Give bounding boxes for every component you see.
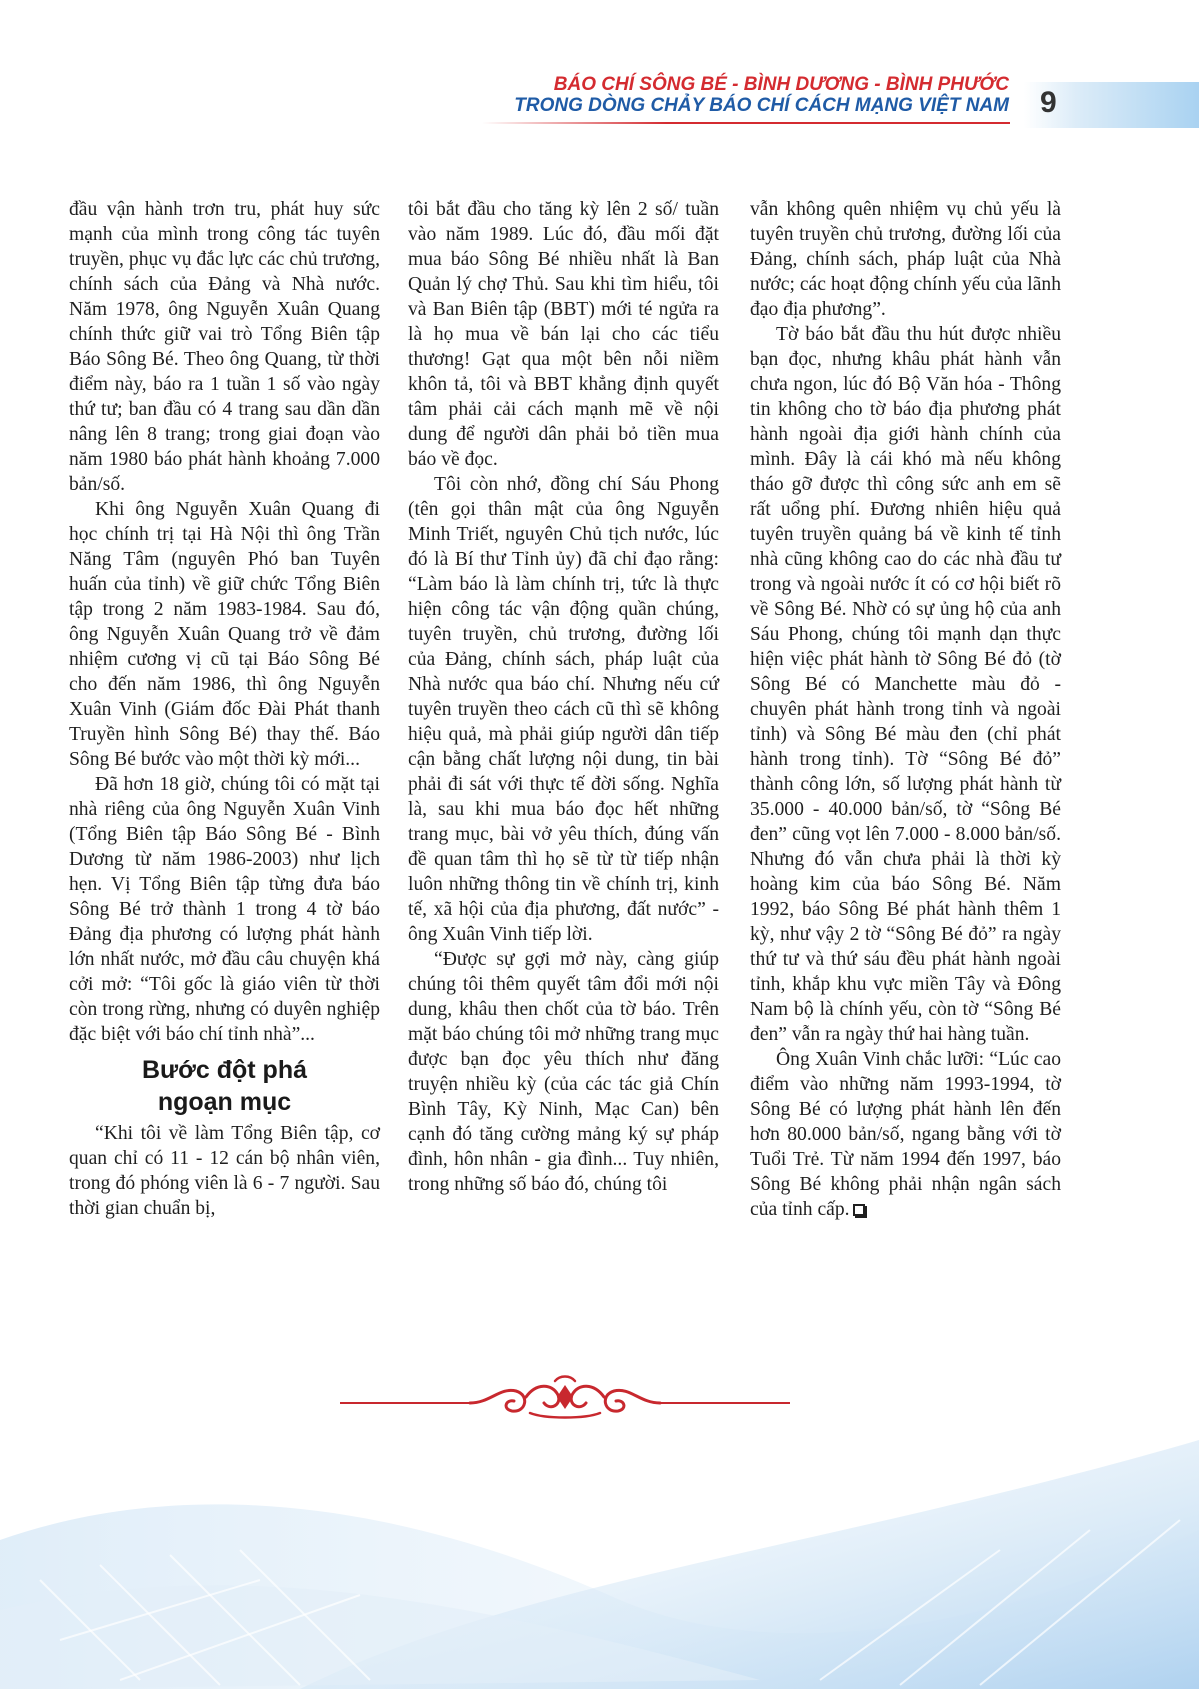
header-title-line2: TRONG DÒNG CHẢY BÁO CHÍ CÁCH MẠNG VIỆT NAM	[514, 95, 1009, 116]
header-rule	[482, 122, 1010, 124]
running-header	[514, 74, 1009, 116]
scroll-ornament-icon	[340, 1373, 790, 1427]
paragraph: tôi bắt đầu cho tăng kỳ lên 2 số/ tuần vào năm 1989. Lúc đó, đầu mối đặt mua báo Sông Bé nhiều nhất là Ban Quản lý chợ Thủ. Sau khi tìm hiểu, tôi và Ban Biên tập (BBT) mới té ngửa ra là họ mua về bán lại cho các tiểu thương! Gạt qua một bên nỗi niềm khôn tả, tôi và BBT khẳng định quyết tâm phải cải cách mạnh mẽ về nội dung để người dân phải bỏ tiền mua báo về đọc.	[408, 199, 719, 470]
paragraph: “Được sự gợi mở này, càng giúp chúng tôi thêm quyết tâm đổi mới nội dung, khâu then chốt của tờ báo. Trên mặt báo chúng tôi mở những trang mục được bạn đọc yêu thích như đăng truyện nhiều kỳ (của các tác giả Chín Bình Tây, Kỳ Ninh, Mạc Can) bên cạnh đó tăng cường mảng ký sự pháp đình, hôn nhân - gia đình... Tuy nhiên, trong những số báo đó, chúng tôi	[408, 949, 719, 1195]
end-mark-icon	[853, 1204, 865, 1216]
section-subheading	[69, 1054, 380, 1118]
paragraph: vẫn không quên nhiệm vụ chủ yếu là tuyên truyền chủ trương, đường lối của Đảng, chính sách, pháp luật của Nhà nước; các hoạt động chính yếu của lãnh đạo địa phương”.	[750, 199, 1061, 320]
article-column-1	[69, 197, 380, 1221]
subheading-line: Bước đột phá	[141, 1056, 308, 1084]
page-number: 9	[1040, 86, 1057, 119]
paragraph: Đã hơn 18 giờ, chúng tôi có mặt tại nhà riêng của ông Nguyễn Xuân Vinh (Tổng Biên tập Báo Sông Bé - Bình Dương từ năm 1986-2003) như lịch hẹn. Vị Tổng Biên tập từng đưa báo Sông Bé trở thành 1 trong 4 tờ báo Đảng địa phương có lượng phát hành lớn nhất nước, mở đầu câu chuyện khá cởi mở: “Tôi gốc là giáo viên từ thời còn trong rừng, nhưng có duyên nghiệp đặc biệt với báo chí tỉnh nhà”...	[69, 774, 380, 1045]
paragraph: Khi ông Nguyễn Xuân Quang đi học chính trị tại Hà Nội thì ông Trần Năng Tâm (nguyên Phó ban Tuyên huấn của tỉnh) về giữ chức Tổng Biên tập trong 2 năm 1983-1984. Sau đó, ông Nguyễn Xuân Quang trở về đảm nhiệm cương vị cũ tại Báo Sông Bé cho đến năm 1986, thì ông Nguyễn Xuân Vinh (Giám đốc Đài Phát thanh Truyền hình Sông Bé) thay thế. Báo Sông Bé bước vào một thời kỳ mới...	[69, 499, 380, 770]
paragraph-text: Ông Xuân Vinh chắc lưỡi: “Lúc cao điểm vào những năm 1993-1994, tờ Sông Bé có lượng phát hành lên đến hơn 80.000 bản/số, ngang bằng với tờ Tuổi Trẻ. Từ năm 1994 đến 1997, báo Sông Bé không phải nhận ngân sách của tỉnh cấp.	[750, 1049, 1061, 1220]
paragraph: đầu vận hành trơn tru, phát huy sức mạnh của mình trong công tác tuyên truyền, phục vụ đắc lực các chủ trương, chính sách của Đảng và Nhà nước. Năm 1978, ông Nguyễn Xuân Quang chính thức giữ vai trò Tổng Biên tập Báo Sông Bé. Theo ông Quang, từ thời điểm này, báo ra 1 tuần 1 số vào ngày thứ tư; ban đầu có 4 trang sau dần dần nâng lên 8 trang; trong giai đoạn vào năm 1980 báo phát hành khoảng 7.000 bản/số.	[69, 199, 380, 495]
paragraph: Tôi còn nhớ, đồng chí Sáu Phong (tên gọi thân mật của ông Nguyễn Minh Triết, nguyên Chủ tịch nước, lúc đó là Bí thư Tỉnh ủy) đã chỉ đạo rằng: “Làm báo là làm chính trị, tức là thực hiện công tác vận động quần chúng, tuyên truyền, chủ trương, đường lối của Đảng, chính sách, pháp luật của Nhà nước qua báo chí. Nhưng nếu cứ tuyên truyền theo cách cũ thì sẽ không hiệu quả, mà phải giúp người dân tiếp cận bằng chất lượng nội dung, tin bài phải đi sát với thực tế đời sống. Nghĩa là, sau khi mua báo đọc hết những trang mục, bài vở yêu thích, đúng vấn đề quan tâm thì họ sẽ từ từ tiếp nhận luôn những thông tin về chính trị, kinh tế, xã hội của địa phương, đất nước” - ông Xuân Vinh tiếp lời.	[408, 474, 719, 945]
paragraph: “Khi tôi về làm Tổng Biên tập, cơ quan chỉ có 11 - 12 cán bộ nhân viên, trong đó phóng viên là 6 - 7 người. Sau thời gian chuẩn bị,	[69, 1123, 380, 1219]
article-column-3	[750, 197, 1061, 1222]
subheading-line: ngoạn mục	[157, 1088, 292, 1116]
paragraph: Tờ báo bắt đầu thu hút được nhiều bạn đọc, nhưng khâu phát hành vẫn chưa ngon, lúc đó Bộ Văn hóa - Thông tin không cho tờ báo địa phương phát hành ngoài địa giới hành chính của mình. Đây là cái khó mà nếu không tháo gỡ được thì công sức anh em sẽ rất uổng phí. Đương nhiên hiệu quả tuyên truyền quảng bá về kinh tế tỉnh nhà cũng không cao do các nhà đầu tư trong và ngoài nước ít có cơ hội biết rõ về Sông Bé. Nhờ có sự ủng hộ của anh Sáu Phong, chúng tôi mạnh dạn thực hiện việc phát hành tờ Sông Bé đỏ (tờ Sông Bé có Manchette màu đỏ - chuyên phát hành trong tỉnh và ngoài tỉnh) và Sông Bé màu đen (chỉ phát hành trong tỉnh). Tờ “Sông Bé đỏ” thành công lớn, số lượng phát hành từ 35.000 - 40.000 bản/số, tờ “Sông Bé đen” cũng vọt lên 7.000 - 8.000 bản/số. Nhưng đó vẫn chưa phải là thời kỳ hoàng kim của báo Sông Bé. Năm 1992, báo Sông Bé phát hành thêm 1 kỳ, như vậy 2 tờ “Sông Bé đỏ” ra ngày thứ tư và thứ sáu đều phát hành ngoài tỉnh, khắp khu vực miền Tây và Đông Nam bộ là chính yếu, còn tờ “Sông Bé đen” vẫn ra ngày thứ hai hàng tuần.	[750, 324, 1061, 1045]
article-column-2	[408, 197, 719, 1197]
header-title-line1: BÁO CHÍ SÔNG BÉ - BÌNH DƯƠNG - BÌNH PHƯỚC	[553, 74, 1009, 95]
paragraph	[750, 1047, 1061, 1222]
